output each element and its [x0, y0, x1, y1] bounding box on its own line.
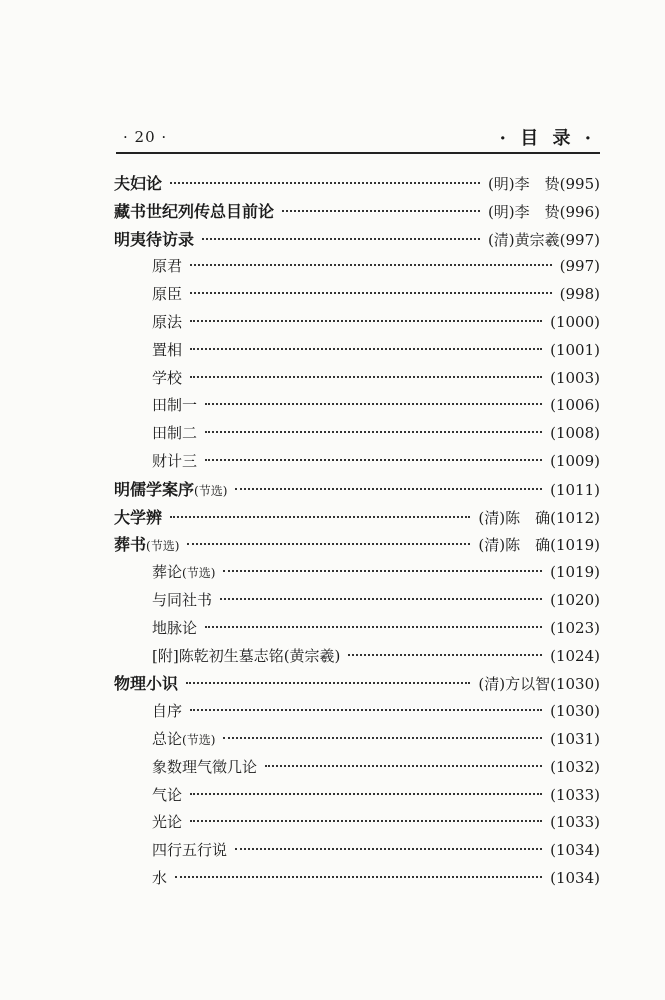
entry-title	[114, 531, 179, 561]
toc-subentry[interactable]	[114, 309, 600, 337]
entry-title-text: 田制一	[152, 396, 198, 415]
entry-author: (清)陈 确	[478, 508, 551, 527]
entry-title-text: 葬论	[152, 563, 183, 582]
entry-title	[152, 281, 182, 309]
toc-subentry[interactable]	[114, 754, 600, 782]
dot-leader	[265, 765, 542, 767]
entry-page-number: (1011)	[550, 480, 600, 499]
toc-entry[interactable]	[114, 670, 600, 698]
entry-page-number: (995)	[559, 175, 600, 193]
entry-note: (节选)	[194, 483, 228, 498]
toc-entry[interactable]	[114, 226, 600, 254]
entry-title-text: 田制二	[152, 424, 198, 443]
dot-leader	[190, 820, 542, 822]
entry-title-text: [附]陈乾初生墓志铭(黄宗羲)	[152, 646, 341, 665]
dot-leader	[175, 876, 542, 878]
entry-title-text: 明夷待访录	[114, 229, 195, 249]
toc-entry[interactable]	[114, 476, 600, 504]
dot-leader	[205, 626, 542, 628]
entry-title-text: 物理小识	[114, 674, 179, 694]
entry-page-number: (1023)	[550, 618, 600, 637]
entry-title	[152, 337, 182, 365]
entry-title-text: 地脉论	[152, 618, 198, 637]
entry-page-number: (1024)	[550, 646, 600, 665]
toc-subentry[interactable]	[114, 587, 600, 615]
entry-author: (清)方以智	[478, 675, 551, 694]
dot-leader	[348, 654, 542, 656]
toc-entry[interactable]	[114, 170, 600, 198]
toc-subentry[interactable]	[114, 698, 600, 726]
entry-title	[152, 309, 182, 337]
entry-title	[152, 365, 182, 393]
entry-title	[152, 643, 340, 671]
entry-page-number: (1019)	[550, 563, 600, 582]
dot-leader	[170, 516, 470, 518]
entry-title-text: 光论	[152, 813, 183, 832]
entry-title-text: 原法	[152, 312, 183, 331]
dot-leader	[190, 793, 542, 795]
entry-title	[152, 615, 197, 643]
entry-page-number: (1008)	[550, 424, 600, 443]
entry-title	[114, 198, 274, 226]
entry-title	[152, 448, 197, 476]
entry-title	[114, 226, 194, 254]
entry-title-text: 原臣	[152, 285, 183, 304]
entry-note: (节选)	[146, 539, 180, 554]
entry-title	[152, 392, 197, 420]
entry-title-text: 置相	[152, 340, 183, 359]
entry-title-text: 自序	[152, 702, 183, 721]
toc-subentry[interactable]	[114, 643, 600, 671]
toc-subentry[interactable]	[114, 559, 600, 587]
entry-title	[152, 726, 215, 755]
entry-title-text: 大学辨	[114, 507, 163, 527]
entry-author: (清)黄宗羲	[487, 230, 560, 249]
entry-title	[152, 253, 182, 281]
entry-page-number: (997)	[559, 257, 600, 276]
entry-page-number: (1034)	[550, 868, 600, 887]
entry-title-text: 葬书	[114, 535, 147, 555]
entry-page-number: (1033)	[550, 813, 600, 832]
dot-leader	[187, 543, 470, 545]
entry-title-text: 气论	[152, 785, 183, 804]
dot-leader	[170, 182, 480, 184]
dot-leader	[190, 264, 552, 266]
entry-author: (明)李 贽	[487, 202, 560, 221]
table-of-contents	[114, 170, 600, 893]
dot-leader	[186, 682, 470, 684]
toc-entry[interactable]	[114, 531, 600, 559]
entry-title-text: 象数理气徵几论	[152, 757, 258, 776]
dot-leader	[205, 431, 542, 433]
dot-leader	[190, 292, 552, 294]
page-number: · 20 ·	[123, 128, 168, 146]
dot-leader	[205, 403, 542, 405]
toc-subentry[interactable]	[114, 420, 600, 448]
entry-title-text: 四行五行说	[152, 841, 228, 860]
entry-title	[114, 476, 227, 506]
toc-subentry[interactable]	[114, 365, 600, 393]
toc-subentry[interactable]	[114, 281, 600, 309]
running-head: · 目 录 ·	[499, 128, 595, 149]
toc-subentry[interactable]	[114, 726, 600, 754]
entry-page-number: (998)	[559, 285, 600, 304]
entry-title	[152, 754, 257, 782]
entry-title-text: 原君	[152, 257, 183, 276]
entry-page-number: (1034)	[550, 841, 600, 860]
entry-note: (节选)	[182, 566, 216, 581]
entry-page-number: (1009)	[550, 451, 600, 470]
entry-title-text: 财计三	[152, 451, 198, 470]
dot-leader	[235, 488, 542, 490]
entry-title-text: 水	[152, 868, 168, 887]
entry-page-number: (996)	[559, 202, 600, 221]
dot-leader	[220, 598, 542, 600]
dot-leader	[190, 709, 542, 711]
entry-title	[114, 504, 162, 532]
entry-note: (节选)	[182, 732, 216, 747]
entry-title	[152, 782, 182, 810]
dot-leader	[205, 459, 542, 461]
entry-title	[152, 559, 215, 588]
entry-title	[152, 837, 227, 865]
toc-subentry[interactable]	[114, 865, 600, 893]
entry-title	[114, 670, 178, 698]
entry-page-number: (1006)	[550, 396, 600, 415]
toc-subentry[interactable]	[114, 392, 600, 420]
entry-page-number: (1032)	[550, 757, 600, 776]
entry-title	[152, 865, 167, 893]
entry-page-number: (1019)	[550, 536, 600, 555]
toc-subentry[interactable]	[114, 782, 600, 810]
dot-leader	[190, 376, 542, 378]
entry-title-text: 夫妇论	[114, 174, 163, 193]
entry-title-text: 与同社书	[152, 590, 213, 609]
toc-subentry[interactable]	[114, 448, 600, 476]
dot-leader	[190, 320, 542, 322]
entry-title-text: 学校	[152, 368, 183, 387]
entry-page-number: (1031)	[550, 729, 600, 748]
dot-leader	[282, 210, 480, 212]
entry-title-text: 藏书世纪列传总目前论	[114, 201, 275, 221]
entry-title	[152, 587, 212, 615]
entry-page-number: (1033)	[550, 785, 600, 804]
entry-title	[152, 809, 182, 837]
entry-title	[114, 170, 162, 198]
entry-page-number: (1001)	[550, 340, 600, 359]
toc-entry[interactable]	[114, 504, 600, 532]
toc-subentry[interactable]	[114, 337, 600, 365]
entry-author: (清)陈 确	[478, 536, 551, 555]
entry-page-number: (1030)	[550, 702, 600, 721]
entry-title	[152, 420, 197, 448]
entry-title-text: 明儒学案序	[114, 479, 195, 499]
dot-leader	[235, 848, 542, 850]
toc-subentry[interactable]	[114, 837, 600, 865]
entry-page-number: (1030)	[550, 675, 600, 694]
entry-page-number: (1003)	[550, 368, 600, 387]
dot-leader	[223, 570, 542, 572]
entry-page-number: (997)	[559, 230, 600, 249]
entry-title	[152, 698, 182, 726]
entry-author: (明)李 贽	[487, 175, 560, 193]
toc-subentry[interactable]	[114, 809, 600, 837]
dot-leader	[190, 348, 542, 350]
entry-page-number: (1012)	[550, 508, 600, 527]
toc-entry[interactable]	[114, 198, 600, 226]
toc-subentry[interactable]	[114, 615, 600, 643]
entry-page-number: (1020)	[550, 590, 600, 609]
toc-subentry[interactable]	[114, 253, 600, 281]
entry-page-number: (1000)	[550, 312, 600, 331]
dot-leader	[202, 238, 480, 240]
dot-leader	[223, 737, 542, 739]
header-rule	[116, 152, 600, 154]
entry-title-text: 总论	[152, 729, 183, 748]
